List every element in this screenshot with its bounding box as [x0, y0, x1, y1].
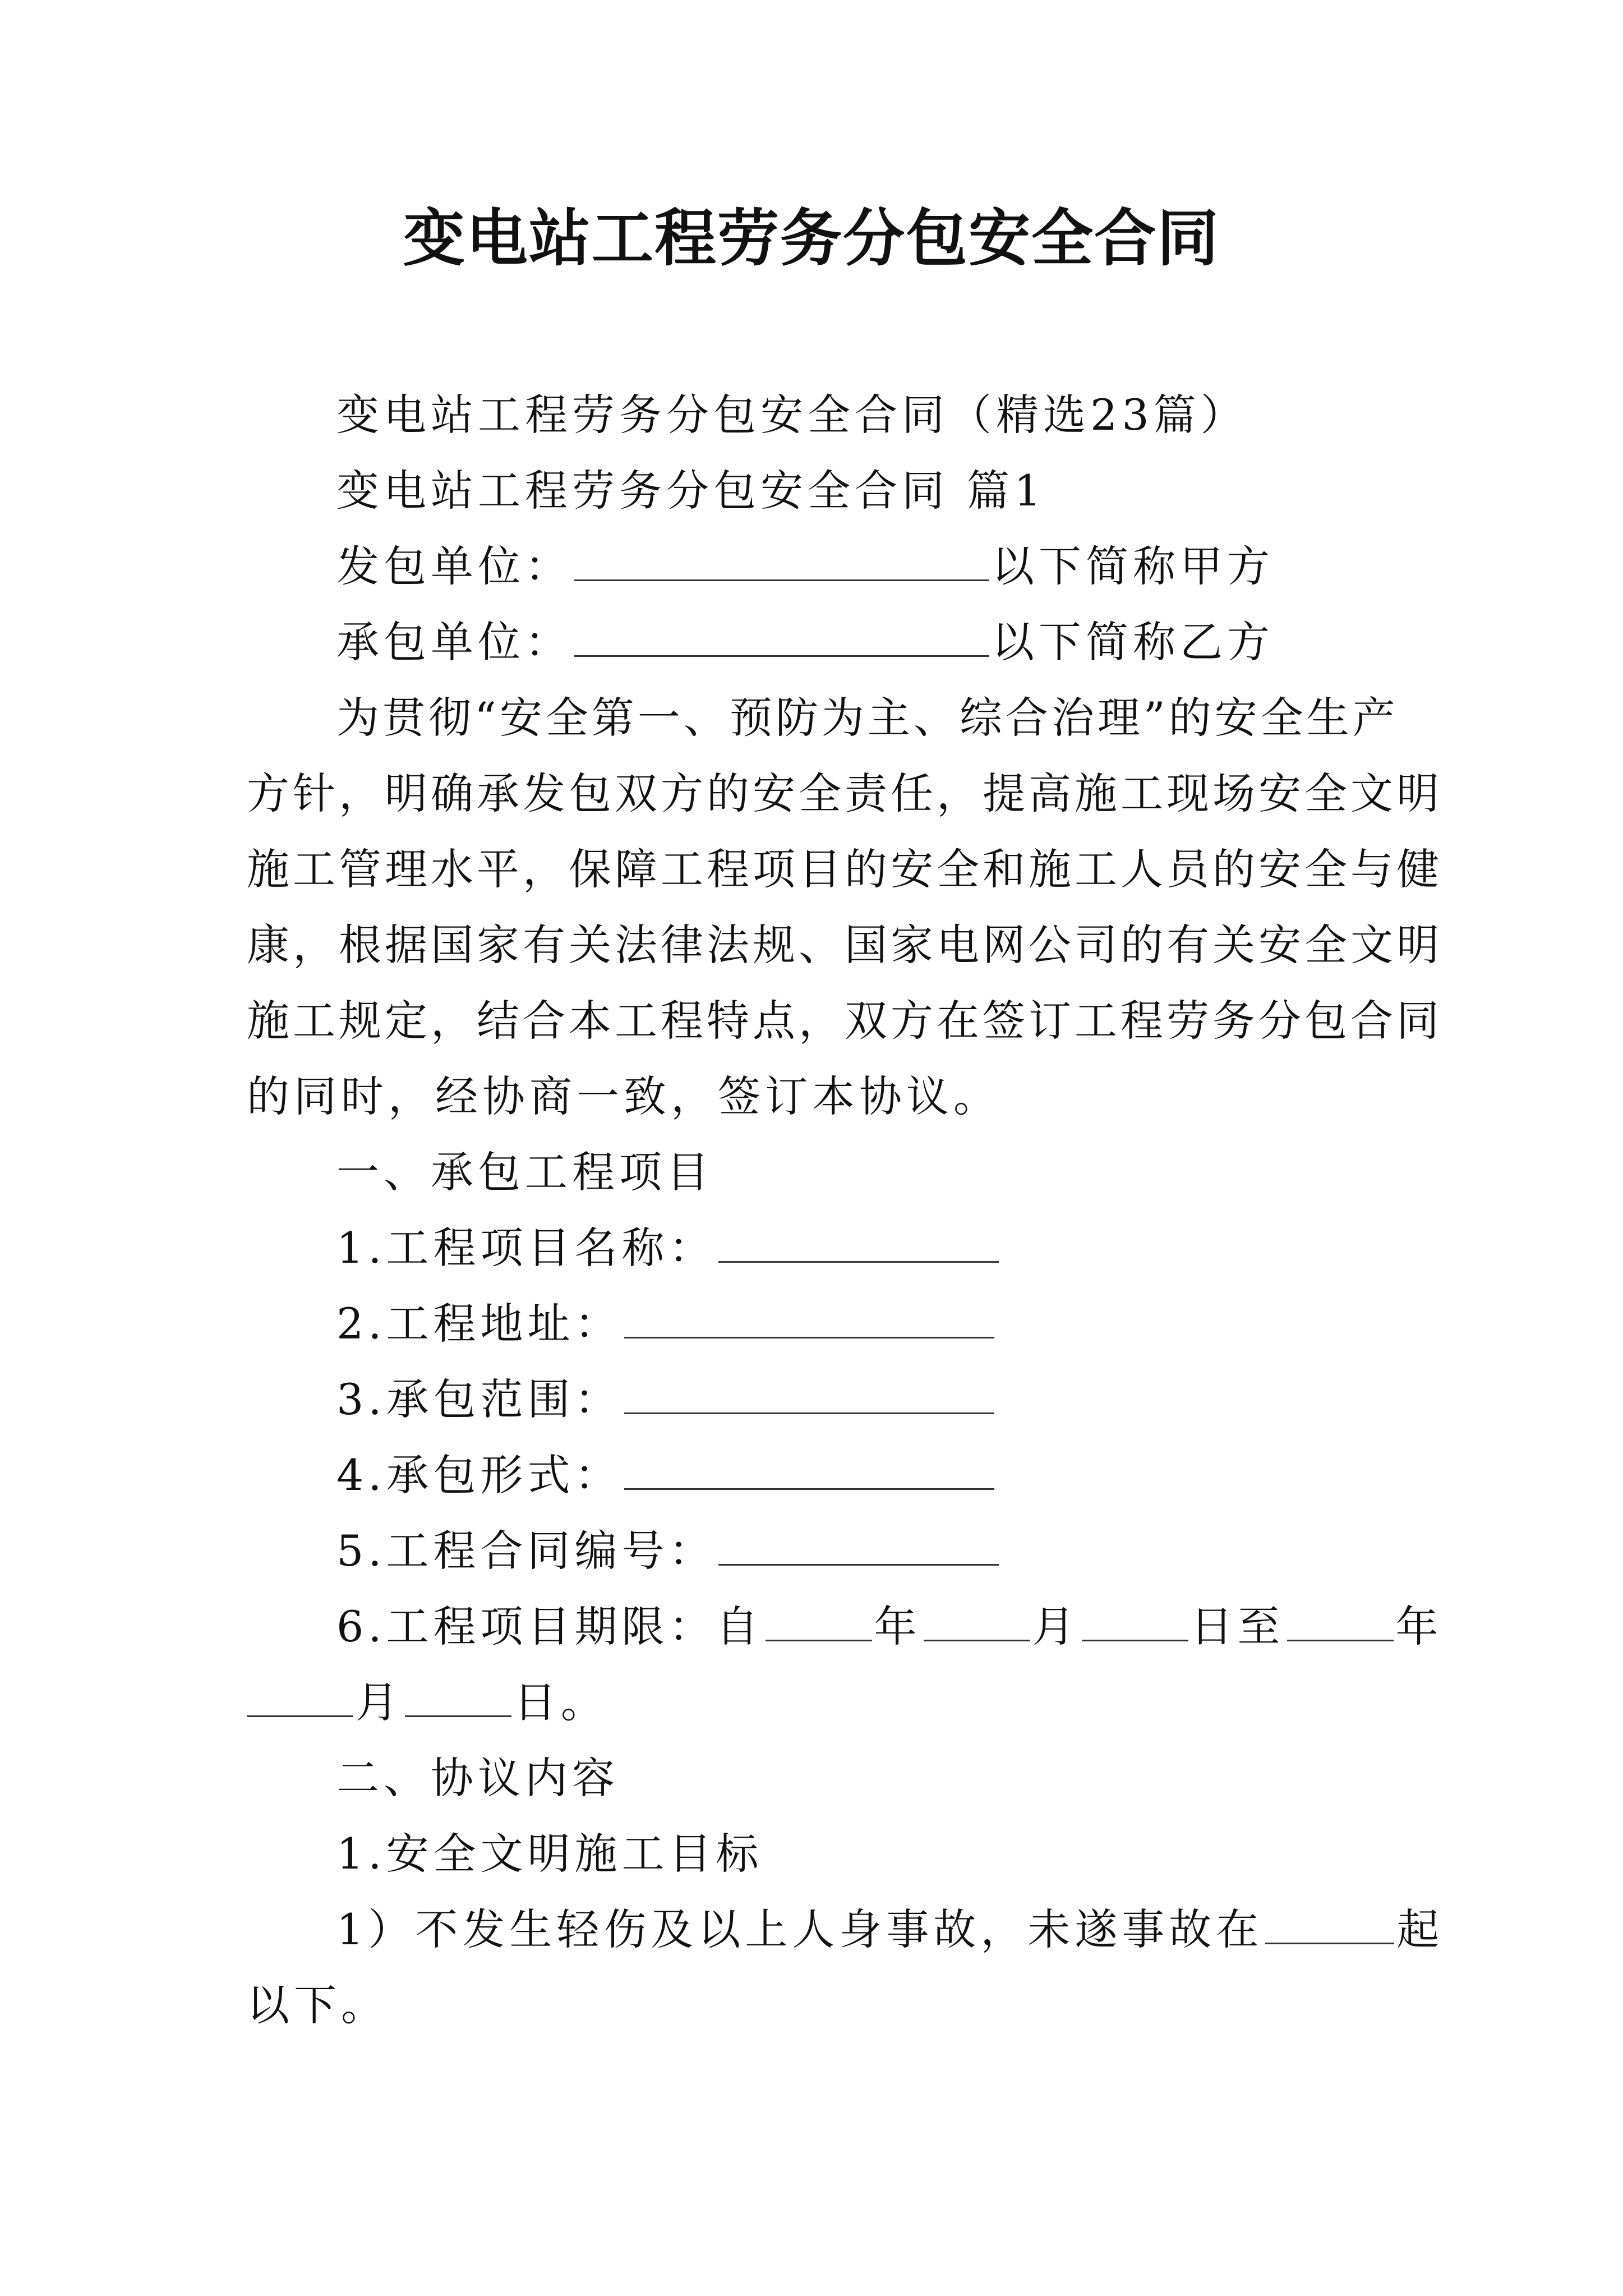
near-miss-count-blank[interactable] — [1265, 1903, 1394, 1944]
start-day-label: 日至 — [1190, 1602, 1285, 1651]
item-project-period-cont — [247, 1674, 1391, 1731]
end-month-label: 月 — [356, 1677, 403, 1727]
party-a-line — [336, 539, 1391, 595]
start-day-blank[interactable] — [1082, 1600, 1188, 1641]
project-name-blank[interactable] — [718, 1222, 999, 1263]
subsection1-heading: 1.安全文明施工目标 — [336, 1829, 763, 1879]
item-contract-number — [336, 1523, 1391, 1579]
intro-line-3: 施工管理水平，保障工程项目的安全和施工人员的安全与健 — [247, 844, 1442, 894]
intro-line-1: 为贯彻“安全第一、预防为主、综合治理”的安全生产 — [336, 693, 1399, 743]
party-a-blank[interactable] — [574, 540, 989, 581]
item-project-address — [336, 1296, 1391, 1352]
item-form-label: 4.承包形式： — [336, 1450, 622, 1500]
party-b-blank[interactable] — [574, 616, 989, 657]
party-a-suffix: 以下简称甲方 — [992, 541, 1274, 591]
goal1-line-2: 以下。 — [247, 1980, 388, 2030]
end-day-label: 日。 — [514, 1677, 608, 1727]
start-month-label: 月 — [1032, 1602, 1080, 1651]
intro-line-2: 方针，明确承发包双方的安全责任，提高施工现场安全文明 — [247, 769, 1442, 818]
end-day-blank[interactable] — [405, 1676, 511, 1717]
part-heading: 变电站工程劳务分包安全合同 篇1 — [336, 466, 1046, 516]
party-b-line — [336, 614, 1391, 670]
goal1-suffix: 起 — [1396, 1904, 1444, 1954]
item-project-period-label: 6.工程项目期限：自 — [336, 1602, 763, 1651]
party-a-label: 发包单位： — [336, 541, 572, 591]
document-subtitle: 变电站工程劳务分包安全合同（精选23篇） — [336, 390, 1248, 440]
intro-line-4: 康，根据国家有关法律法规、国家电网公司的有关安全文明 — [247, 920, 1442, 970]
project-address-blank[interactable] — [624, 1297, 994, 1338]
contract-number-blank[interactable] — [718, 1525, 999, 1566]
goal1-line-1 — [336, 1902, 1444, 1958]
party-b-suffix: 以下简称乙方 — [992, 617, 1274, 667]
goal1-text: 1）不发生轻伤及以上人身事故，未遂事故在 — [336, 1904, 1264, 1954]
start-month-blank[interactable] — [924, 1600, 1030, 1641]
item-form — [336, 1447, 1391, 1503]
intro-line-6: 的同时，经协商一致，签订本协议。 — [247, 1071, 1000, 1121]
item-scope — [336, 1372, 1391, 1428]
end-year-blank[interactable] — [1287, 1600, 1394, 1641]
item-contract-number-label: 5.工程合同编号： — [336, 1526, 716, 1576]
party-b-label: 承包单位： — [336, 617, 572, 667]
form-blank[interactable] — [624, 1449, 994, 1490]
item-project-name — [336, 1220, 1391, 1276]
start-year-label: 年 — [874, 1602, 921, 1651]
intro-line-5: 施工规定，结合本工程特点，双方在签订工程劳务分包合同 — [247, 996, 1442, 1046]
item-scope-label: 3.承包范围： — [336, 1374, 622, 1424]
document-title: 变电站工程劳务分包安全合同 — [403, 202, 1220, 274]
end-year-label: 年 — [1395, 1602, 1443, 1651]
end-month-blank[interactable] — [247, 1676, 353, 1717]
start-year-blank[interactable] — [766, 1600, 872, 1641]
section1-heading: 一、承包工程项目 — [336, 1147, 713, 1197]
item-project-name-label: 1.工程项目名称： — [336, 1223, 716, 1273]
section2-heading: 二、协议内容 — [336, 1753, 619, 1803]
item-project-address-label: 2.工程地址： — [336, 1299, 622, 1349]
item-project-period — [336, 1599, 1443, 1655]
scope-blank[interactable] — [624, 1373, 994, 1414]
